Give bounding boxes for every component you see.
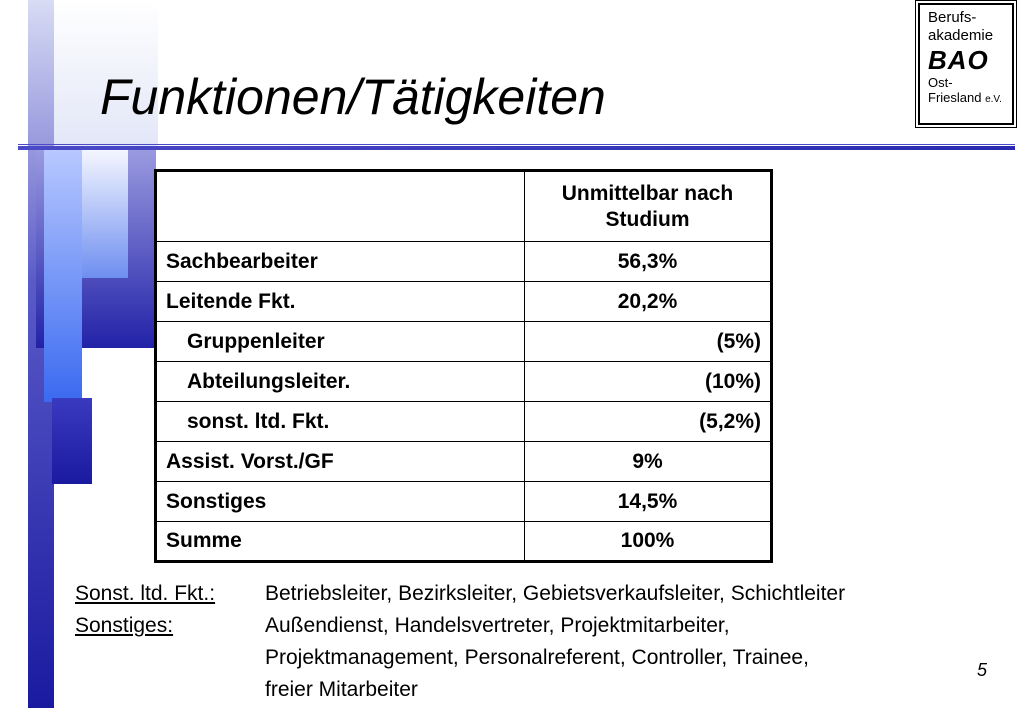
title-rule — [18, 146, 1015, 150]
title-rule-thin — [18, 144, 1015, 145]
note-row — [75, 578, 995, 610]
note-key: Sonstiges: — [75, 614, 174, 637]
note-line: freier Mitarbeiter — [265, 678, 418, 701]
logo-line-3: Ost- — [928, 75, 953, 90]
table-row — [156, 402, 772, 442]
page-title: Funktionen/Tätigkeiten — [100, 69, 606, 125]
logo-line-2: akademie — [928, 27, 994, 44]
logo-suffix: e.V. — [985, 94, 1002, 105]
row-value: 9% — [525, 442, 772, 482]
table-row — [156, 242, 772, 282]
decorative-bar-navy — [52, 398, 92, 484]
note-line: Betriebsleiter, Bezirksleiter, Gebietsverkaufsleiter, Schichtleiter — [265, 582, 846, 605]
table-header-label — [156, 171, 525, 242]
row-value: (5,2%) — [525, 402, 772, 442]
row-label: Assist. Vorst./GF — [156, 442, 525, 482]
row-value: (10%) — [525, 362, 772, 402]
logo-line-4 — [928, 90, 1002, 107]
row-value: 20,2% — [525, 282, 772, 322]
table-row — [156, 482, 772, 522]
page-number: 5 — [977, 660, 988, 680]
row-value: (5%) — [525, 322, 772, 362]
logo-region: Friesland — [928, 90, 982, 105]
logo-line-1: Berufs- — [928, 9, 977, 26]
note-text — [265, 610, 995, 706]
table-row — [156, 322, 772, 362]
row-label: Sachbearbeiter — [156, 242, 525, 282]
row-label: Leitende Fkt. — [156, 282, 525, 322]
functions-table — [154, 169, 773, 563]
note-row — [75, 610, 995, 706]
note-text — [265, 578, 995, 610]
table-row — [156, 442, 772, 482]
table-header-value: Unmittelbar nach Studium — [525, 171, 772, 242]
logo — [918, 3, 1014, 125]
note-key: Sonst. ltd. Fkt.: — [75, 582, 216, 605]
decorative-bar-blue — [44, 150, 82, 402]
row-label: Summe — [156, 522, 525, 562]
note-line: Außendienst, Handelsvertreter, Projektmitarbeiter, — [265, 614, 730, 637]
footnotes — [75, 578, 995, 706]
table-row — [156, 362, 772, 402]
row-label: sonst. ltd. Fkt. — [156, 402, 525, 442]
row-value: 100% — [525, 522, 772, 562]
note-line: Projektmanagement, Personalreferent, Controller, Trainee, — [265, 646, 809, 669]
row-value: 14,5% — [525, 482, 772, 522]
row-label: Sonstiges — [156, 482, 525, 522]
logo-brand: BAO — [928, 45, 989, 75]
row-label: Gruppenleiter — [156, 322, 525, 362]
row-value: 56,3% — [525, 242, 772, 282]
table-row — [156, 522, 772, 562]
row-label: Abteilungsleiter. — [156, 362, 525, 402]
table-row — [156, 282, 772, 322]
table-header-row — [156, 171, 772, 242]
